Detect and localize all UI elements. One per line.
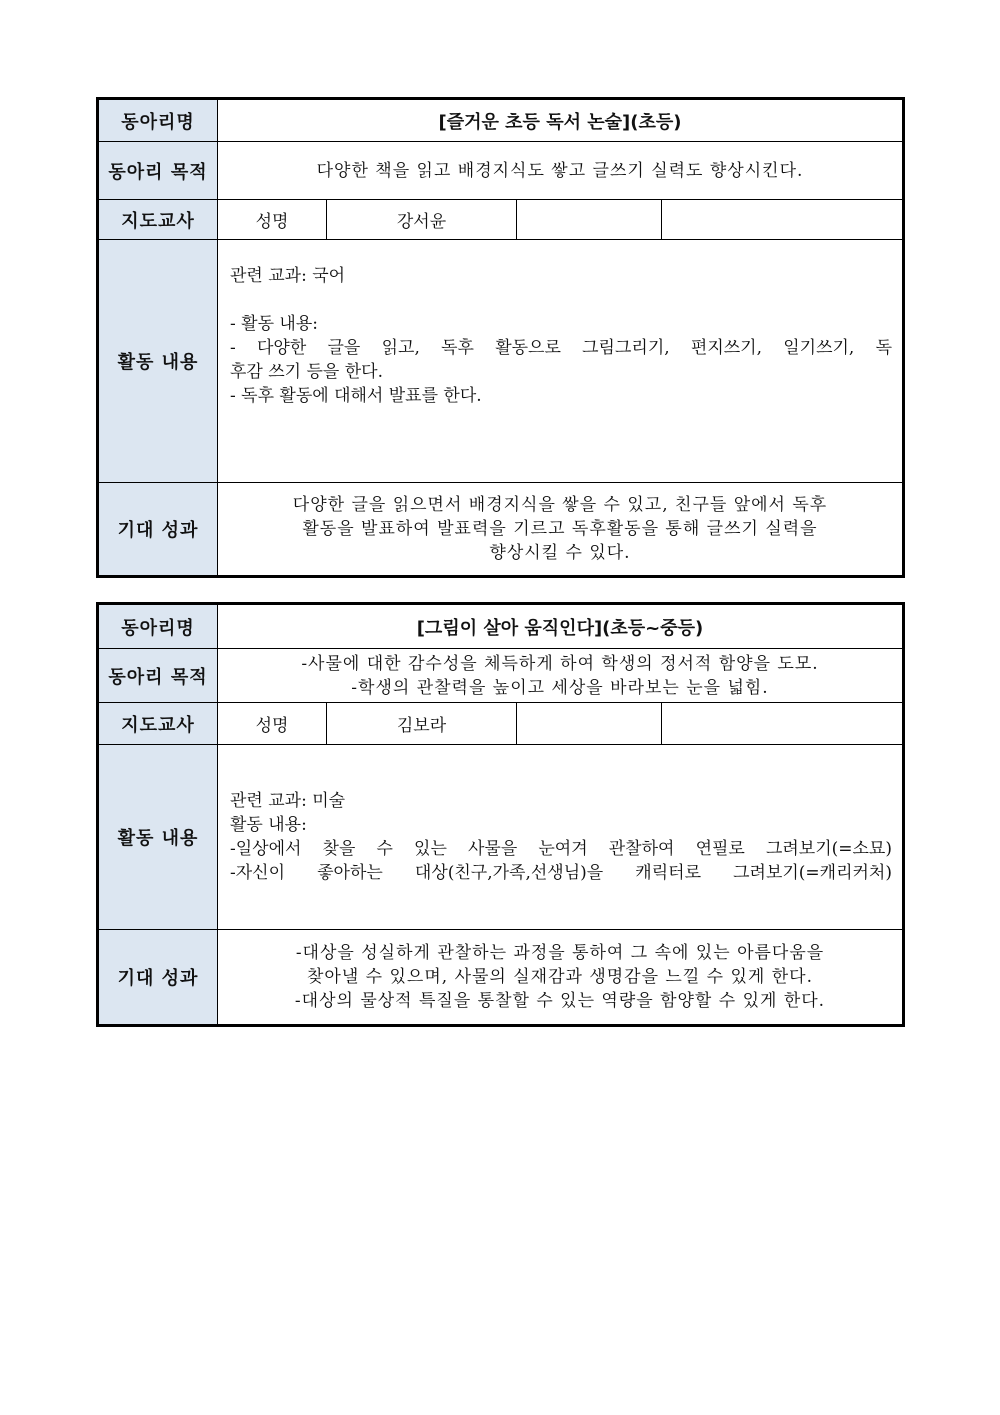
purpose-line: -학생의 관찰력을 높이고 세상을 바라보는 눈을 넓힘. bbox=[351, 677, 769, 698]
outcome-content bbox=[218, 930, 903, 1025]
activity-label: 활동 내용 bbox=[99, 240, 218, 483]
teacher-label: 지도교사 bbox=[99, 200, 218, 240]
activity-line: -일상에서 찾을 수 있는 사물을 눈여겨 관찰하여 연필로 그려보기(=소묘) bbox=[230, 839, 892, 859]
club-purpose bbox=[218, 649, 903, 703]
outcome-line: 활동을 발표하여 발표력을 기르고 독후활동을 통해 글쓰기 실력을 bbox=[302, 519, 818, 539]
teacher-name-label: 성명 bbox=[218, 200, 327, 240]
activity-line: -자신이 좋아하는 대상(친구,가족,선생님)을 캐릭터로 그려보기(=캐리커처) bbox=[230, 863, 892, 883]
outcome-content bbox=[218, 483, 903, 576]
empty-cell bbox=[662, 200, 903, 240]
club-purpose: 다양한 책을 읽고 배경지식도 쌓고 글쓰기 실력도 향상시킨다. bbox=[218, 142, 903, 200]
activity-content bbox=[218, 240, 903, 483]
empty-cell bbox=[662, 703, 903, 745]
teacher-name: 김보라 bbox=[327, 703, 517, 745]
empty-cell bbox=[517, 703, 662, 745]
outcome-line: -대상을 성실하게 관찰하는 과정을 통하여 그 속에 있는 아름다움을 bbox=[295, 943, 825, 963]
outcome-line: 찾아낼 수 있으며, 사물의 실재감과 생명감을 느낄 수 있게 한다. bbox=[307, 967, 813, 987]
purpose-line: -사물에 대한 감수성을 체득하게 하여 학생의 정서적 함양을 도모. bbox=[301, 653, 819, 674]
outcome-line: 다양한 글을 읽으면서 배경지식을 쌓을 수 있고, 친구들 앞에서 독후 bbox=[292, 495, 828, 515]
club-table-2 bbox=[96, 602, 905, 1027]
club-purpose-label: 동아리 목적 bbox=[99, 142, 218, 200]
activity-subject: 관련 교과: 국어 bbox=[230, 266, 346, 286]
activity-heading: 활동 내용: bbox=[230, 815, 307, 835]
activity-content bbox=[218, 745, 903, 930]
activity-subject: 관련 교과: 미술 bbox=[230, 791, 346, 811]
outcome-line: 향상시킬 수 있다. bbox=[489, 543, 631, 563]
empty-cell bbox=[517, 200, 662, 240]
teacher-label: 지도교사 bbox=[99, 703, 218, 745]
club-title: [즐거운 초등 독서 논술](초등) bbox=[218, 100, 903, 142]
activity-line: - 독후 활동에 대해서 발표를 한다. bbox=[230, 386, 482, 406]
club-table-1 bbox=[96, 97, 905, 578]
outcome-line: -대상의 물상적 특질을 통찰할 수 있는 역량을 함양할 수 있게 한다. bbox=[294, 991, 826, 1011]
club-title: [그림이 살아 움직인다](초등~중등) bbox=[218, 605, 903, 649]
club-name-label: 동아리명 bbox=[99, 100, 218, 142]
outcome-label: 기대 성과 bbox=[99, 930, 218, 1025]
activity-label: 활동 내용 bbox=[99, 745, 218, 930]
club-name-label: 동아리명 bbox=[99, 605, 218, 649]
teacher-name-label: 성명 bbox=[218, 703, 327, 745]
teacher-name: 강서윤 bbox=[327, 200, 517, 240]
activity-line: 후감 쓰기 등을 한다. bbox=[230, 362, 383, 382]
club-purpose-label: 동아리 목적 bbox=[99, 649, 218, 703]
outcome-label: 기대 성과 bbox=[99, 483, 218, 576]
activity-line: - 다양한 글을 읽고, 독후 활동으로 그림그리기, 편지쓰기, 일기쓰기, 독 bbox=[230, 338, 892, 358]
activity-heading: - 활동 내용: bbox=[230, 314, 318, 334]
